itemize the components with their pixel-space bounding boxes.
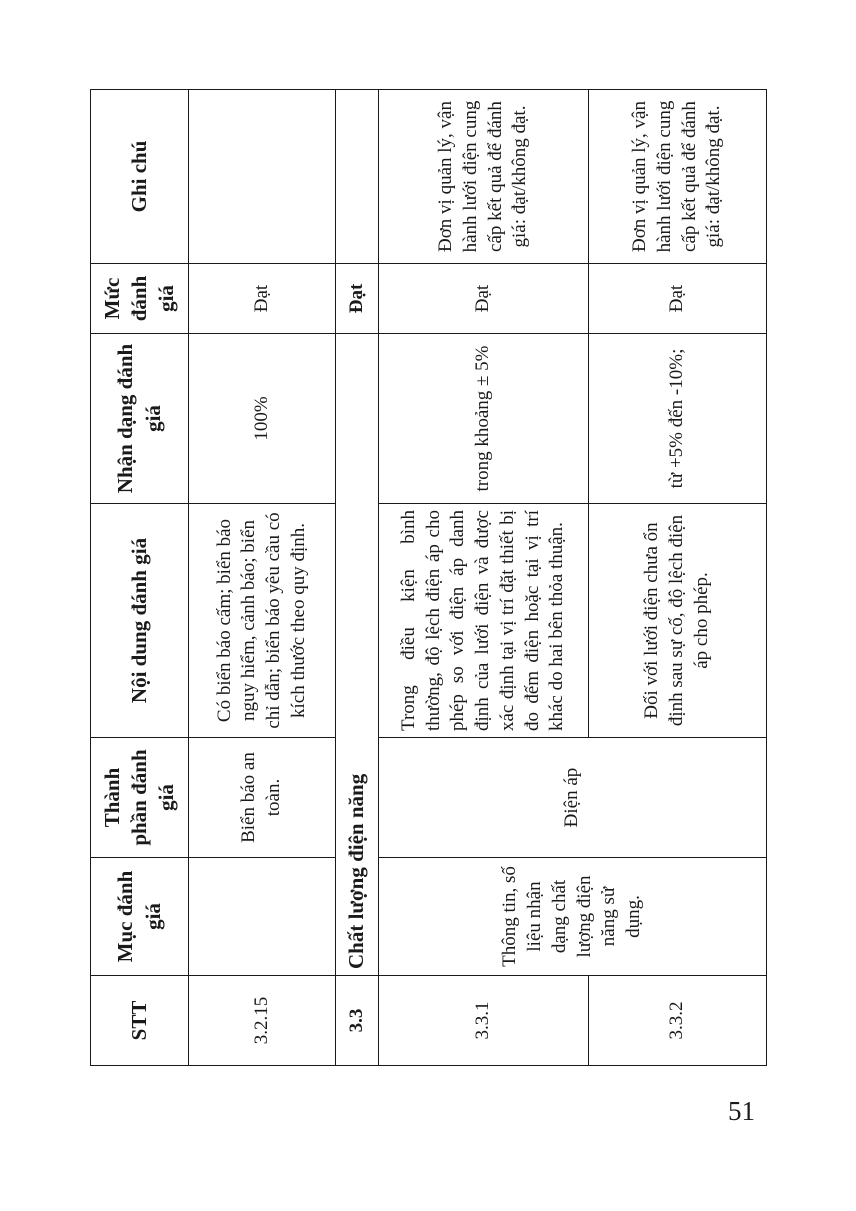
cell-nhan-dang: 100% [189,334,336,504]
cell-muc: Thông tin, số liệu nhận dạng chất lượng điện năng sử dụng. [379,858,767,976]
cell-thanh-phan: Điện áp [379,738,767,858]
cell-muc [189,858,336,976]
cell-nhan-dang: trong khoảng ± 5% [379,334,589,504]
section-muc-danh-gia: Đạt [336,264,379,334]
cell-muc-danh-gia: Đạt [189,264,336,334]
table-row-3-2-15 [189,90,336,1066]
section-ghi-chu [336,90,379,264]
table-row-3-3-1 [379,90,589,1066]
cell-noi-dung: Có biển báo cấm; biển báo nguy hiểm, cảnh báo; biển chỉ dẫn; biển báo yêu cầu có kích thước theo quy định. [189,504,336,738]
cell-noi-dung: Trong điều kiện bình thường, độ lệch điện áp cho phép so với điện áp danh định của lưới điện và được xác định tại vị trí đặt thiết bị đo đếm điện hoặc tại vị trí khác do hai bên thỏa thuận. [379,504,589,738]
header-nhan-dang: Nhận dạng đánh giá [91,334,189,504]
cell-nhan-dang: từ +5% đến -10%; [589,334,767,504]
evaluation-table [90,89,767,1066]
cell-ghi-chu [189,90,336,264]
header-muc: Mục đánh giá [91,858,189,976]
page-number: 51 [728,1096,755,1126]
section-title: Chất lượng điện năng [336,334,379,976]
section-row-3-3 [336,90,379,1066]
cell-muc-danh-gia: Đạt [379,264,589,334]
cell-muc-danh-gia: Đạt [589,264,767,334]
cell-ghi-chu: Đơn vị quản lý, vận hành lưới điện cung cấp kết quả để đánh giá: đạt/không đạt. [589,90,767,264]
rotated-table-container [90,90,766,1066]
header-stt: STT [91,976,189,1066]
cell-thanh-phan: Biển báo an toàn. [189,738,336,858]
cell-stt: 3.2.15 [189,976,336,1066]
cell-noi-dung: Đối với lưới điện chưa ổn định sau sự cố, độ lệch điện áp cho phép. [589,504,767,738]
header-row [91,90,189,1066]
header-thanh-phan: Thành phần đánh giá [91,738,189,858]
cell-stt: 3.3.2 [589,976,767,1066]
header-noi-dung: Nội dung đánh giá [91,504,189,738]
cell-ghi-chu: Đơn vị quản lý, vận hành lưới điện cung cấp kết quả để đánh giá: đạt/không đạt. [379,90,589,264]
section-stt: 3.3 [336,976,379,1066]
cell-stt: 3.3.1 [379,976,589,1066]
header-muc-danh-gia: Mức đánh giá [91,264,189,334]
header-ghi-chu: Ghi chú [91,90,189,264]
